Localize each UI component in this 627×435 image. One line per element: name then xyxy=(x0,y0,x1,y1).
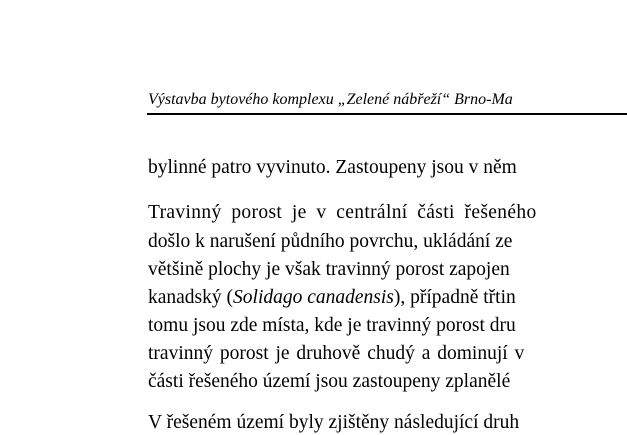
paragraph-3-line-1: V řešeném území byly zjištěny následující druh xyxy=(148,412,520,433)
paragraph-2-line-1: Travinný porost je v centrální části řešeného xyxy=(148,202,537,223)
paragraph-2-line-5: tomu jsou zde místa, kde je travinný porost dru xyxy=(148,315,516,336)
paragraph-2-line-3: většině plochy je však travinný porost zapojen xyxy=(148,259,510,280)
running-header: Výstavba bytového komplexu „Zelené nábřeží“ Brno-Ma xyxy=(148,91,513,108)
paragraph-2-line-4-start: kanadský ( xyxy=(148,287,234,308)
paragraph-2-line-4-end: ), případně třtin xyxy=(393,287,516,308)
paragraph-2-line-6: travinný porost je druhově chudý a dominují v xyxy=(148,343,525,364)
species-name: Solidago canadensis xyxy=(233,287,394,308)
paragraph-2-line-2: došlo k narušení půdního povrchu, ukládání ze xyxy=(148,231,513,252)
paragraph-1-line-1: bylinné patro vyvinuto. Zastoupeny jsou v něm xyxy=(148,157,517,178)
paragraph-2-line-4 xyxy=(148,286,516,310)
header-rule xyxy=(147,113,627,115)
paragraph-2-line-7: části řešeného území jsou zastoupeny zplanělé xyxy=(148,371,511,392)
